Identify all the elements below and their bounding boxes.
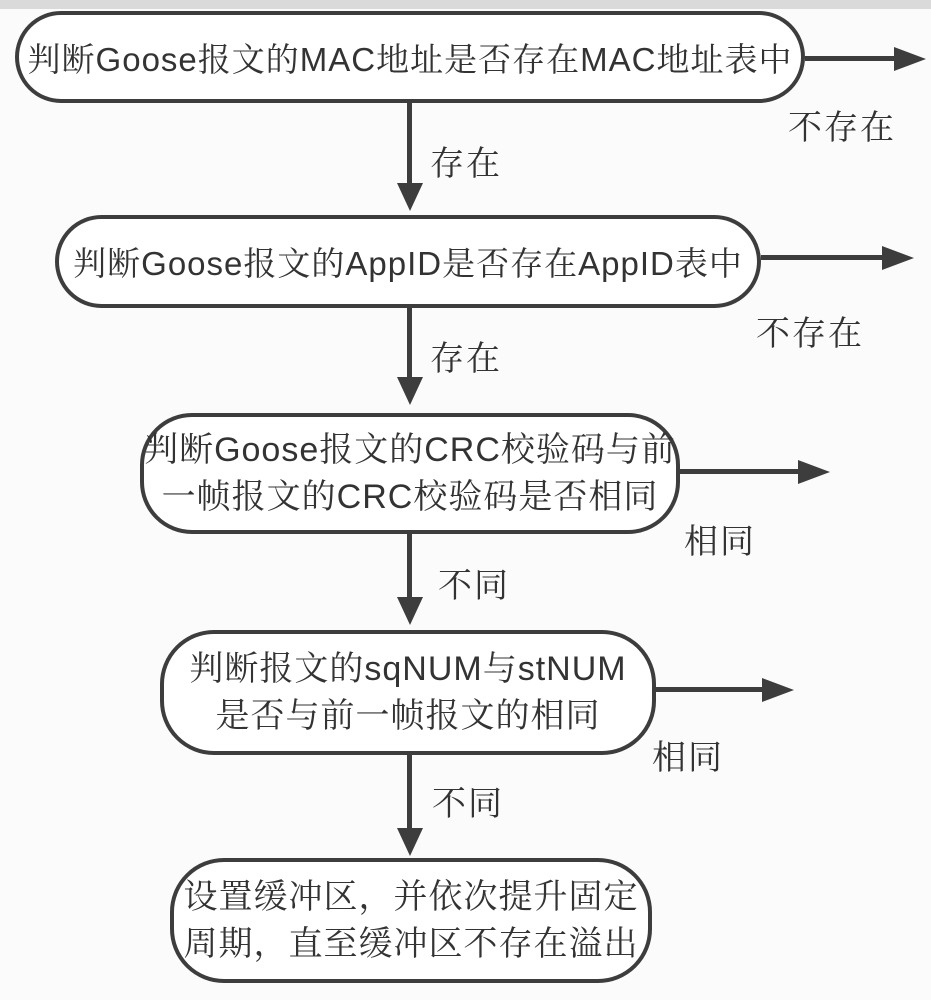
- edge-label-not-exists-2: 不存在: [756, 315, 864, 353]
- node-text: 设置缓冲区，并依次提升固定: [183, 877, 639, 916]
- edge-label-exists-2: 存在: [430, 340, 502, 378]
- flow-node-appid-check: [55, 215, 761, 308]
- edge-label-different-1: 不同: [438, 567, 510, 605]
- down-arrow-mac-to-appid: [407, 103, 412, 184]
- edge-label-same-2: 相同: [652, 739, 724, 777]
- scan-artifact-top-band: [0, 0, 931, 9]
- node-text: 判断报文的sqNUM与stNUM: [189, 649, 627, 688]
- right-arrow-mac-not-exists: [805, 56, 895, 61]
- node-text: 判断Goose报文的MAC地址是否存在MAC地址表中: [27, 40, 793, 78]
- node-text: 一帧报文的CRC校验码是否相同: [161, 477, 659, 516]
- node-text: 是否与前一帧报文的相同: [215, 696, 601, 735]
- edge-label-exists-1: 存在: [430, 145, 502, 183]
- edge-label-same-1: 相同: [684, 523, 756, 561]
- down-arrow-crc-to-num: [407, 534, 412, 598]
- flow-node-num-check: [160, 630, 656, 755]
- right-arrow-crc-same: [680, 469, 799, 474]
- flow-node-buffer-action: [170, 858, 652, 983]
- down-arrow-num-to-buffer: [407, 755, 412, 829]
- node-text: 判断Goose报文的AppID是否存在AppID表中: [73, 245, 743, 282]
- down-arrow-appid-to-crc: [407, 308, 412, 378]
- edge-label-different-2: 不同: [432, 785, 504, 823]
- edge-label-not-exists-1: 不存在: [788, 109, 896, 147]
- flow-node-crc-check: [140, 413, 680, 534]
- node-text: 周期，直至缓冲区不存在溢出: [183, 924, 639, 963]
- right-arrow-appid-not-exists: [761, 255, 883, 260]
- right-arrow-num-same: [656, 687, 763, 692]
- node-text: 判断Goose报文的CRC校验码与前: [144, 430, 676, 469]
- flow-node-mac-check: [15, 11, 805, 103]
